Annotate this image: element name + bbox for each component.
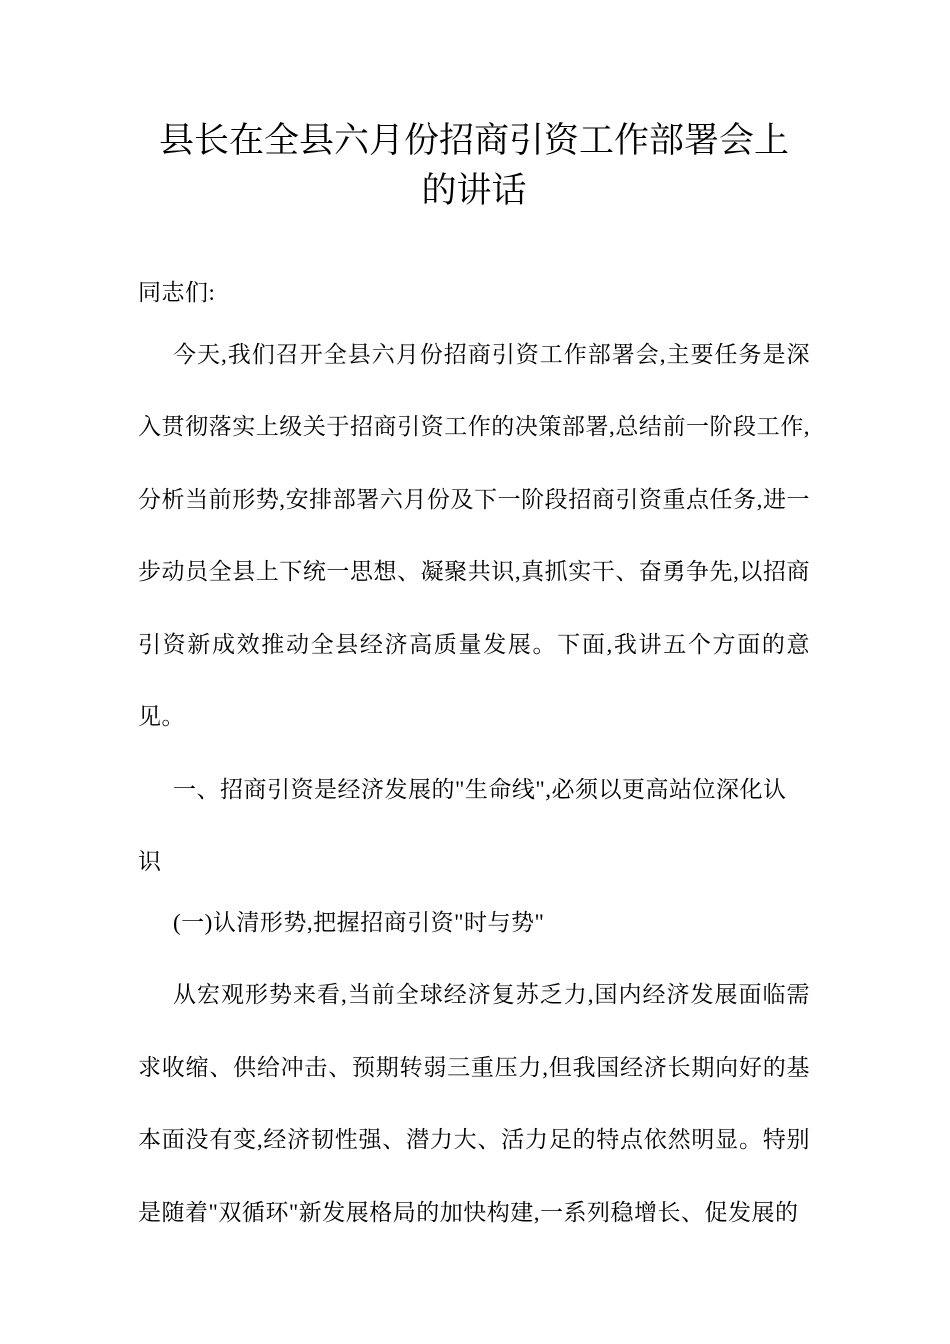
macro-situation-paragraph: 从宏观形势来看,当前全球经济复苏乏力,国内经济发展面临需求收缩、供给冲击、预期转弱三重压力,但我国经济长期向好的基本面没有变,经济韧性强、潜力大、活力足的特点依然明显。特别是随着"双循环"新发展格局的加快构建,一系列稳增长、促发展的 <box>138 982 810 1225</box>
section-heading-1: 一、招商引资是经济发展的"生命线",必须以更高站位深化认识 <box>138 776 787 874</box>
salutation-paragraph: 同志们: <box>138 280 216 305</box>
intro-paragraph: 今天,我们召开全县六月份招商引资工作部署会,主要任务是深入贯彻落实上级关于招商引资工作的决策部署,总结前一阶段工作,分析当前形势,安排部署六月份及下一阶段招商引资重点任务,进一步动员全县上下统一思想、凝聚共识,真抓实干、奋勇争先,以招商引资新成效推动全县经济高质量发展。下面,我讲五个方面的意见。 <box>138 341 810 729</box>
subsection-heading-1-1: (一)认清形势,把握招商引资"时与势" <box>173 909 545 935</box>
document-title: 县长在全县六月份招商引资工作部署会上的讲话 <box>158 121 789 210</box>
